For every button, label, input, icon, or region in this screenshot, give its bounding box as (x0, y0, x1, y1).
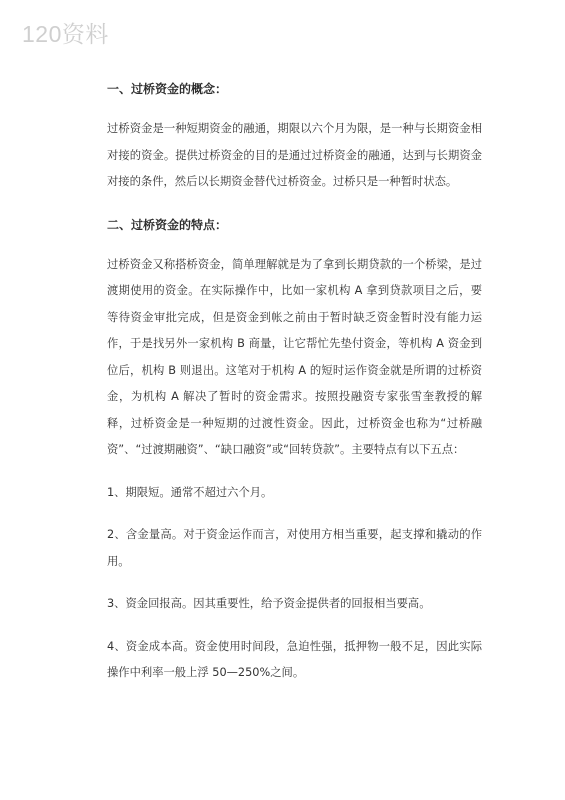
feature-point-2: 2、含金量高。对于资金运作而言，对使用方相当重要，起支撑和撬动的作用。 (107, 528, 482, 568)
features-paragraph: 过桥资金又称搭桥资金，简单理解就是为了拿到长期贷款的一个桥梁，是过渡期使用的资金。在实际操作中，比如一家机构 A 拿到贷款项目之后，要等待资金审批完成，但是资金到帐之前由于暂时缺乏资金暂时没有能力运作，于是找另外一家机构 B 商量，让它帮忙先垫付资金，等机构 A 资金到位后，机构 B 则退出。这笔对于机构 A 的短时运作资金就是所谓的过桥资金，为机构 A 解决了暂时的资金需求。按照投融资专家张雪奎教授的解释，过桥资金是一种短期的过渡性资金。因此，过桥资金也称为“过桥融资”、“过渡期融资”、“缺口融资”或“回转贷款”。主要特点有以下五点： (107, 257, 482, 456)
feature-point-3: 3、资金回报高。因其重要性，给予资金提供者的回报相当要高。 (107, 597, 431, 610)
feature-point-1: 1、期限短。通常不超过六个月。 (107, 485, 273, 499)
feature-point-4: 4、资金成本高。资金使用时间段，急迫性强，抵押物一般不足，因此实际操作中利率一般上浮 50—250%之间。 (107, 639, 482, 679)
watermark-text: 120资料 (22, 21, 109, 47)
document-body (107, 76, 482, 687)
section-heading-concept: 一、过桥资金的概念： (107, 82, 228, 96)
concept-paragraph: 过桥资金是一种短期资金的融通，期限以六个月为限，是一种与长期资金相对接的资金。提供过桥资金的目的是通过过桥资金的融通，达到与长期资金对接的条件，然后以长期资金替代过桥资金。过桥只是一种暂时状态。 (107, 122, 482, 188)
section-heading-features: 二、过桥资金的特点： (107, 217, 228, 232)
